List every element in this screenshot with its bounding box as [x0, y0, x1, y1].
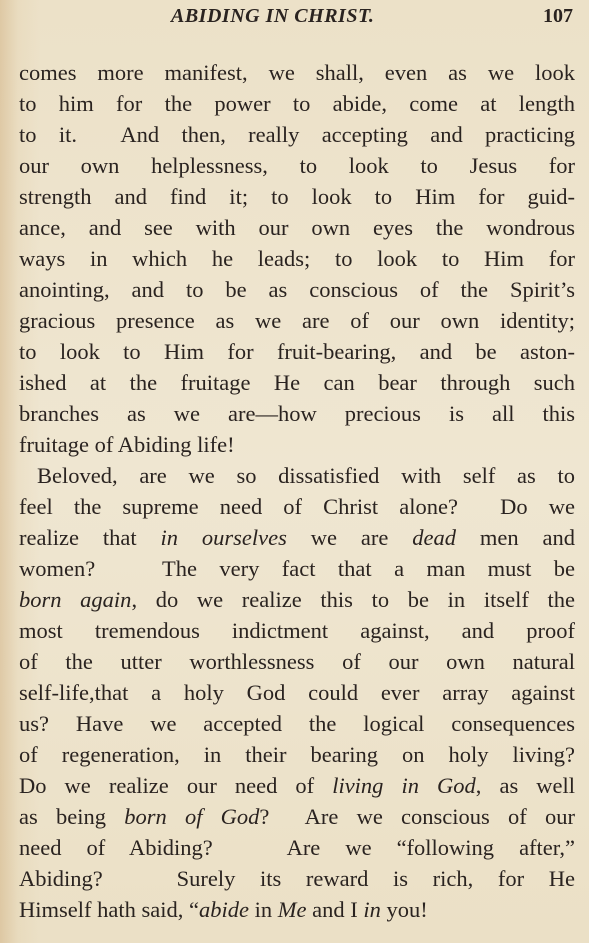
paragraph-1 — [19, 57, 575, 460]
text-line: comes more manifest, we shall, even as we look — [19, 60, 575, 85]
text-line: ways in which he leads; to look to Him for — [19, 246, 575, 271]
text-line: most tremendous indictment against, and proof — [19, 618, 575, 643]
text-line: branches as we are—how precious is all this — [19, 401, 575, 426]
text-line: of regeneration, in their bearing on holy living? — [19, 742, 575, 767]
text-line: realize that in ourselves we are dead men and — [19, 525, 575, 550]
text-line: Beloved, are we so dissatisfied with self as to — [37, 463, 575, 488]
text-line: to look to Him for fruit-bearing, and be aston- — [19, 339, 575, 364]
text-line: women? The very fact that a man must be — [19, 556, 575, 581]
text-line: us? Have we accepted the logical consequences — [19, 711, 575, 736]
text-line: feel the supreme need of Christ alone? Do we — [19, 494, 575, 519]
body-text — [19, 57, 575, 925]
page-number: 107 — [543, 5, 573, 27]
text-line: ance, and see with our own eyes the wondrous — [19, 215, 575, 240]
text-line: as being born of God? Are we conscious of our — [19, 804, 575, 829]
text-line: strength and find it; to look to Him for guid- — [19, 184, 575, 209]
text-line: Abiding? Surely its reward is rich, for He — [19, 866, 575, 891]
text-line: Himself hath said, “abide in Me and I in you! — [19, 897, 428, 922]
text-line: fruitage of Abiding life! — [19, 432, 235, 457]
text-line: self-life,that a holy God could ever array against — [19, 680, 575, 705]
running-title: ABIDING IN CHRIST. — [171, 5, 375, 27]
text-line: gracious presence as we are of our own identity; — [19, 308, 575, 333]
text-line: anointing, and to be as conscious of the Spirit’s — [19, 277, 575, 302]
text-line: ished at the fruitage He can bear through such — [19, 370, 575, 395]
text-line: Do we realize our need of living in God, as well — [19, 773, 575, 798]
text-line: to him for the power to abide, come at length — [19, 91, 575, 116]
paragraph-2 — [19, 460, 575, 925]
text-line: born again, do we realize this to be in itself the — [19, 587, 575, 612]
text-line: of the utter worthlessness of our own natural — [19, 649, 575, 674]
running-head — [0, 0, 589, 34]
text-line: our own helplessness, to look to Jesus for — [19, 153, 575, 178]
text-line: need of Abiding? Are we “following after,” — [19, 835, 575, 860]
text-line: to it. And then, really accepting and practicing — [19, 122, 575, 147]
